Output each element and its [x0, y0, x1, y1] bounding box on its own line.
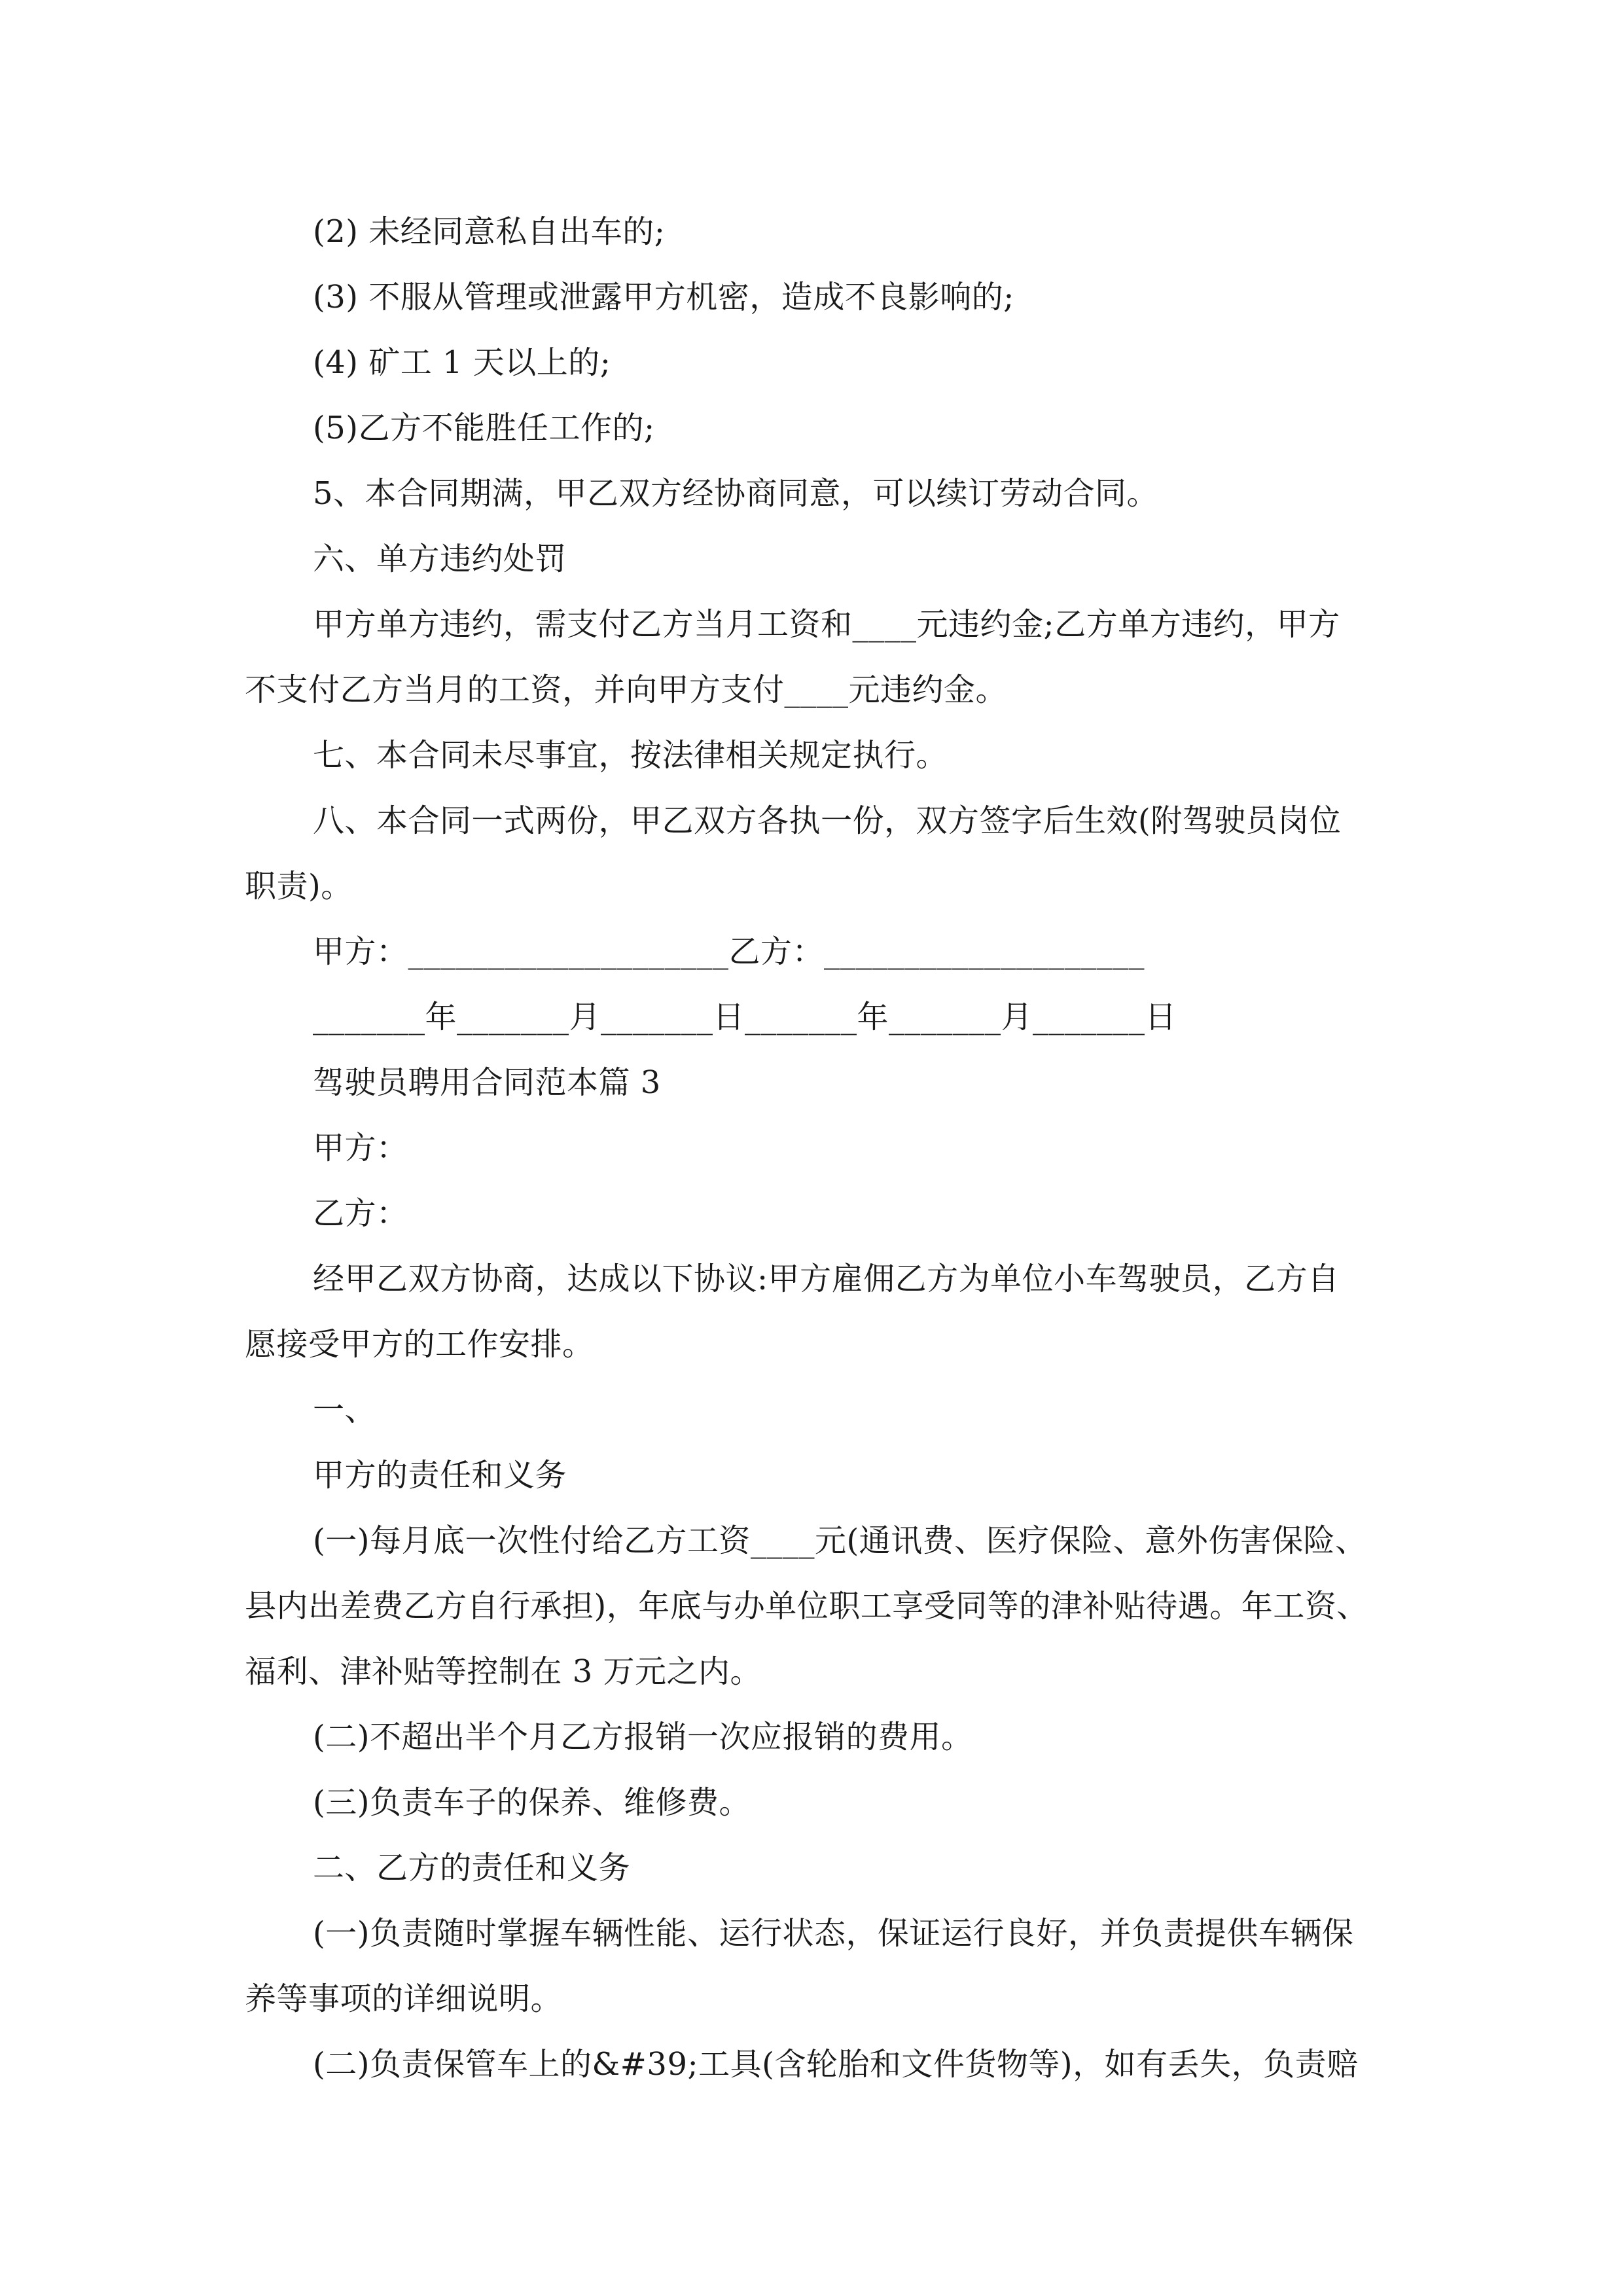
text-line: 七、本合同未尽事宜，按法律相关规定执行。: [313, 737, 948, 774]
text-line: 县内出差费乙方自行承担)，年底与办单位职工享受同等的津补贴待遇。年工资、: [245, 1588, 1368, 1624]
party-a-label: 甲方：: [313, 1130, 408, 1166]
text-line: 甲方单方违约，需支付乙方当月工资和____元违约金;乙方单方违约，甲方: [313, 606, 1340, 643]
document-title: 驾驶员聘用合同范本篇 3: [313, 1064, 661, 1101]
text-line: (一)每月底一次性付给乙方工资____元(通讯费、医疗保险、意外伤害保险、: [313, 1522, 1367, 1559]
text-line: 福利、津补贴等控制在 3 万元之内。: [245, 1653, 762, 1690]
text-line: (一)负责随时掌握车辆性能、运行状态，保证运行良好，并负责提供车辆保: [313, 1915, 1354, 1952]
section-heading: 六、单方违约处罚: [313, 541, 567, 577]
signature-line: 甲方：____________________乙方：____________________: [313, 933, 1145, 970]
section-heading: 一、: [313, 1391, 377, 1428]
text-line: (3) 不服从管理或泄露甲方机密，造成不良影响的;: [313, 279, 1014, 315]
text-line: 养等事项的详细说明。: [245, 1981, 563, 2017]
text-line: 不支付乙方当月的工资，并向甲方支付____元违约金。: [245, 672, 1008, 708]
text-line: 经甲乙双方协商，达成以下协议:甲方雇佣乙方为单位小车驾驶员，乙方自: [313, 1261, 1340, 1297]
text-line: (三)负责车子的保养、维修费。: [313, 1784, 751, 1821]
section-heading: 二、乙方的责任和义务: [313, 1850, 631, 1886]
party-b-label: 乙方：: [313, 1195, 408, 1232]
text-line: (二)不超出半个月乙方报销一次应报销的费用。: [313, 1719, 973, 1755]
text-line: (2) 未经同意私自出车的;: [313, 213, 666, 250]
text-line: (二)负责保管车上的&#39;工具(含轮胎和文件货物等)，如有丢失，负责赔: [313, 2046, 1359, 2083]
section-heading: 甲方的责任和义务: [313, 1457, 567, 1494]
text-line: 愿接受甲方的工作安排。: [245, 1326, 594, 1363]
date-line: _______年_______月_______日_______年_______月_______日: [313, 999, 1177, 1035]
text-line: 5、本合同期满，甲乙双方经协商同意，可以续订劳动合同。: [313, 475, 1159, 512]
text-line: (5)乙方不能胜任工作的;: [313, 410, 655, 446]
text-line: 八、本合同一式两份，甲乙双方各执一份，双方签字后生效(附驾驶员岗位: [313, 802, 1342, 839]
text-line: 职责)。: [245, 868, 353, 905]
text-line: (4) 矿工 1 天以上的;: [313, 344, 611, 381]
